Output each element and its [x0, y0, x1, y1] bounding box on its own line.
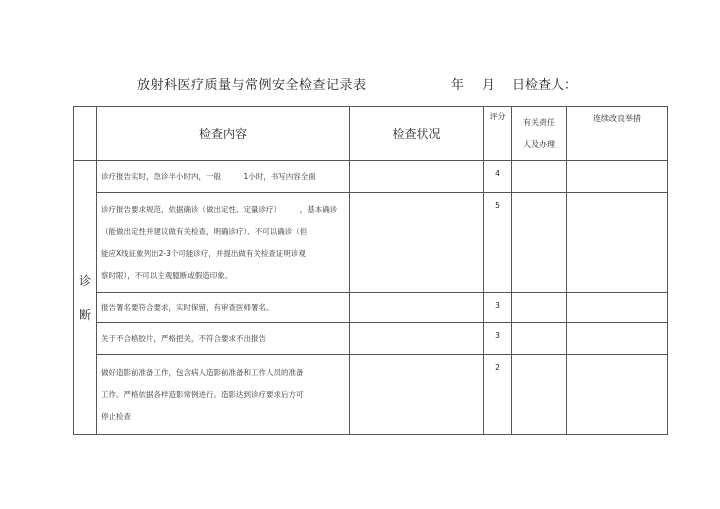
page-title: 放射科医疗质量与常例安全检查记录表	[137, 78, 367, 93]
fix-cell	[567, 193, 668, 293]
status-cell	[350, 161, 484, 193]
fix-cell	[567, 293, 668, 323]
table-row	[74, 293, 668, 323]
item-line: 诊疗报告要求规范，依据确诊（做出定性、定量诊疗） ，基本确诊	[101, 204, 338, 214]
status-cell	[350, 193, 484, 293]
column-header-status: 检查状况	[350, 107, 484, 161]
item-line: 停止检查	[101, 411, 131, 421]
item-line: （能做出定性并建议做有关检查，明确诊疗）、不可以确诊（但	[101, 226, 308, 236]
item-line: 做好造影前准备工作，包含病人造影前准备和工作人员的准备	[101, 367, 304, 377]
status-cell	[350, 355, 484, 435]
item-content	[97, 293, 350, 323]
responsible-line-2: 人及办理	[523, 139, 555, 149]
responsible-cell	[512, 161, 567, 193]
table-row	[74, 355, 668, 435]
category-cell	[74, 161, 97, 435]
day-inspector-label: 日检查人：	[512, 78, 578, 93]
item-line: 工作。严格依据各样造影常例进行。造影达到诊疗要求后方可	[101, 389, 304, 399]
fix-cell	[567, 355, 668, 435]
item-line: 诊疗报告实时，急诊半小时内，一般 1小时，书写内容全面	[101, 171, 316, 181]
status-cell	[350, 293, 484, 323]
item-content	[97, 193, 350, 293]
year-label: 年	[451, 78, 465, 93]
month-label: 月	[482, 78, 496, 93]
table-row	[74, 193, 668, 293]
column-header-content: 检查内容	[97, 107, 350, 161]
header-blank-cell	[74, 107, 97, 161]
score-cell: 3	[484, 323, 512, 355]
item-line: 察时限），不可以主观臆断或假造印象。	[101, 270, 233, 280]
column-header-fix: 连续改良举措	[567, 107, 668, 161]
column-header-responsible	[512, 107, 567, 161]
fix-cell	[567, 161, 668, 193]
fix-cell	[567, 323, 668, 355]
table-header-row	[74, 107, 668, 161]
table-row	[74, 323, 668, 355]
item-line: 报告署名要符合要求，实时保留，有审查医师署名。	[101, 302, 274, 312]
responsible-cell	[512, 293, 567, 323]
score-cell: 5	[484, 193, 512, 293]
item-line: 能应X线征象列出2-3个可能诊疗，并提出做有关检查证明诊观	[101, 248, 306, 258]
item-content	[97, 323, 350, 355]
responsible-cell	[512, 355, 567, 435]
score-cell: 4	[484, 161, 512, 193]
table-row	[74, 161, 668, 193]
inspection-table	[73, 106, 668, 435]
header-row	[0, 74, 720, 94]
responsible-line-1: 有关责任	[523, 117, 555, 127]
category-char-2: 断	[78, 307, 91, 322]
responsible-cell	[512, 323, 567, 355]
responsible-cell	[512, 193, 567, 293]
item-line: 关于不合格胶片，严格把关，不符合要求不出报告	[101, 333, 266, 343]
category-char-1: 诊	[78, 273, 91, 288]
column-header-score: 评分	[484, 107, 512, 161]
score-cell: 2	[484, 355, 512, 435]
score-cell: 3	[484, 293, 512, 323]
item-content	[97, 161, 350, 193]
item-content	[97, 355, 350, 435]
status-cell	[350, 323, 484, 355]
